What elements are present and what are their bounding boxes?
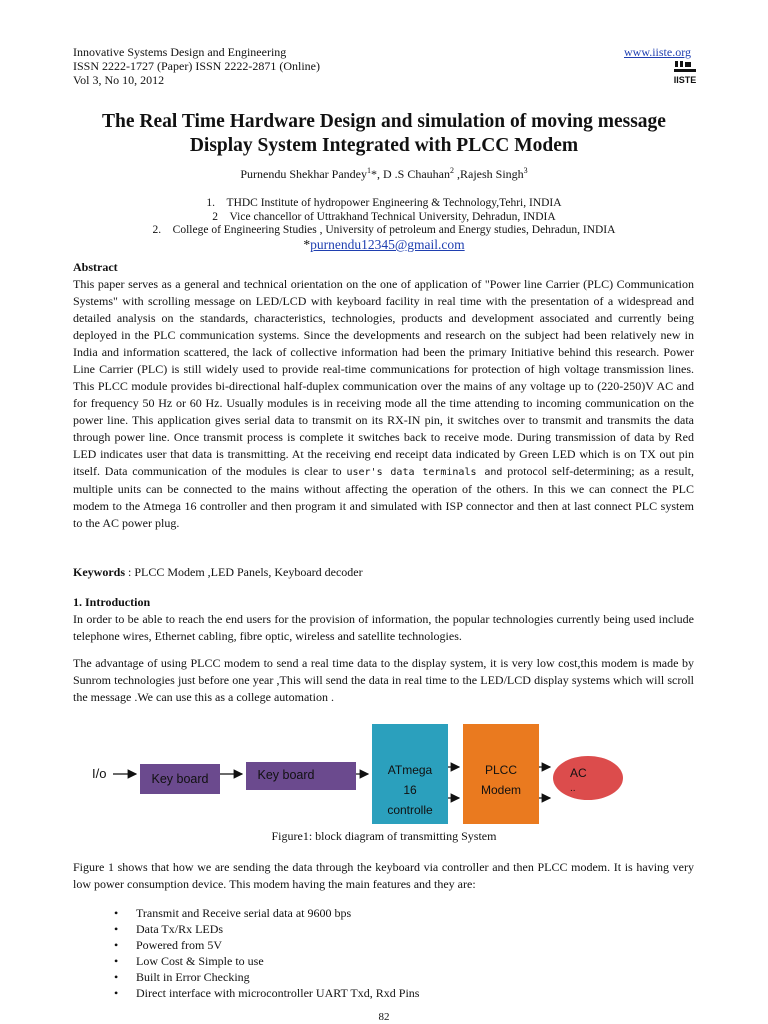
plcc-label-2: Modem [480,783,522,797]
abstract-body [73,276,694,532]
plcc-label-1: PLCC [484,763,518,777]
author-1: Purnendu Shekhar Pandey [240,167,367,181]
affiliation-2: 2 Vice chancellor of Uttrakhand Technical University, Dehradun, INDIA [212,211,556,223]
feature-text: Powered from 5V [136,938,222,953]
figure-description: Figure 1 shows that how we are sending the data through the keyboard via controller and then PLCC modem. It is having very low power consumption device. This modem having the main features and they are: [73,860,694,891]
author-sep: , [453,167,460,181]
feature-text: Low Cost & Simple to use [136,954,264,969]
feature-text: Transmit and Receive serial data at 9600 bps [136,906,352,920]
figure-caption: Figure1: block diagram of transmitting System [271,829,497,843]
features-list [114,905,419,1002]
list-item [114,969,419,985]
abstract-heading: Abstract [73,260,118,274]
list-item [114,985,419,1001]
bullet: • [114,986,119,1001]
journal-name: Innovative Systems Design and Engineering [73,45,287,59]
ac-ellipse [553,756,623,800]
ac-dots: .. [570,783,576,794]
author-1-mark: *, [370,167,383,181]
affiliation-3: 2. College of Engineering Studies , University of petroleum and Energy studies, Dehradun, INDIA [152,224,616,236]
iiste-logo [672,60,698,86]
keyboard-block-1-label: Key board [151,772,209,786]
author-3: Rajesh Singh [459,167,524,181]
author-2-sup: 2 [449,166,454,175]
keywords-value: PLCC Modem ,LED Panels, Keyboard decoder [134,565,363,579]
author-list [0,166,768,182]
email-link[interactable]: purnendu12345@gmail.com [310,237,465,252]
website-link[interactable]: www.iiste.org [624,45,691,59]
title-line-1: The Real Time Hardware Design and simulation of moving message [102,111,666,132]
email-prefix: * [303,237,311,252]
list-item [114,905,419,921]
feature-text: Data Tx/Rx LEDs [136,922,224,937]
author-2: D .S Chauhan [382,167,450,181]
bullet: • [114,938,119,953]
abstract-text-2: protocol self-determining; as a result, multiple units can be connected to the mains without affecting the operation of the others. In this we can connect the PLC modem to the Atmega 16 controller and then program it and simulated with ISP connector and then at last connect PLC system to the AC power plug. [73,464,695,530]
abstract-mono-text: user's data terminals and [346,467,503,478]
keyboard-block-2-label: Key board [257,768,315,782]
io-label: I/o [92,766,107,781]
abstract-text-1: This paper serves as a general and technical orientation on the one of application of "Power line Carrier (PLC) Communication Systems" with scrolling message on LED/LCD with keyboard facility in real time with the presentation of a widespread and detailed analysis on the standards, characteristics, technologies, products and development associated and currently being deployed in the PLC communication systems. Since the developments and research on the subject had been relatively new in India and information scattered, the lack of collective information had been the primary Initiative behind this research. Power Line Carrier (PLC) is still widely used to provide real-time communications for protection of high voltage transmission lines. This PLCC module provides bi-directional half-duplex communication over the mains of any voltage up to (220-250)V AC and for frequency 50 Hz or 60 Hz. Usually modules is in receiving mode all the time attending to incoming communication on the power line. This application gives serial data to transmit on its RX-IN pin, it switches over to transmit and transmits the data through power line. Once transmit process is complete it switches back to receive mode. During transmission of data by Red LED indicates user that data is transmitting. At the receiving end receipt data indicated by Green LED which is on TX out pin itself. Data communication of the modules is clear to [73,277,694,478]
logo-text: IISTE [673,75,697,85]
atmega-label-2: 16 [403,783,417,797]
bullet: • [114,954,119,969]
list-item [114,937,419,953]
list-item [114,921,419,937]
keywords-line [73,564,694,581]
keywords-label: Keywords [73,565,125,579]
affiliation-1: 1. THDC Institute of hydropower Engineering & Technology,Tehri, INDIA [206,197,562,209]
intro-paragraph-2: The advantage of using PLCC modem to send a real time data to the display system, it is very low cost,this modem is made by Sunrom technologies just before one year ,This will send the data in real time to the LED/LCD display systems which will scroll the message .We can use this as a college automation . [73,656,694,704]
feature-text: Built in Error Checking [136,970,250,985]
bullet: • [114,922,119,937]
intro-heading: 1. Introduction [73,595,151,609]
intro-paragraph-1: In order to be able to reach the end users for the provision of information, the popular technologies currently being used include telephone wires, Ethernet cabling, fibre optic, wireless and satellite technologies. [73,612,694,643]
paper-title [40,110,728,158]
page-number: 82 [378,1011,390,1023]
title-line-2: Display System Integrated with PLCC Modem [189,135,579,156]
ac-label: AC [570,766,587,780]
bullet: • [114,906,119,920]
bullet: • [114,970,119,985]
email-line [0,237,768,253]
block-diagram [0,718,768,826]
list-item [114,953,419,969]
author-3-sup: 3 [523,166,528,175]
feature-text: Direct interface with microcontroller UART Txd, Rxd Pins [136,986,420,1001]
keywords-sep: : [125,565,135,579]
atmega-label-1: ATmega [387,763,433,777]
volume-line: Vol 3, No 10, 2012 [73,73,165,87]
atmega-label-3: controlle [387,803,433,817]
author-1-sup: 1 [366,166,371,175]
issn-line: ISSN 2222-1727 (Paper) ISSN 2222-2871 (Online) [73,59,320,73]
